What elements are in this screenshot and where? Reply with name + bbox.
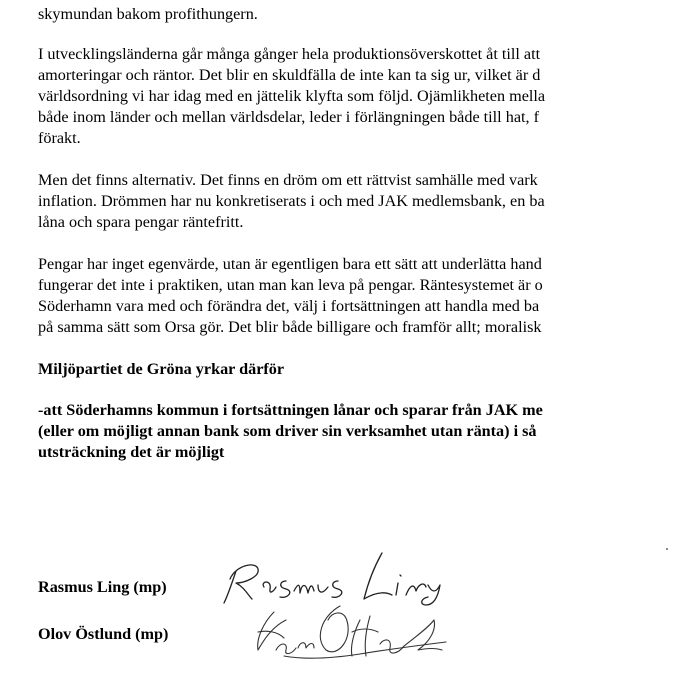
motion-line: (eller om möjligt annan bank som driver sin verksamhet utan ränta) i så xyxy=(38,422,537,440)
text-line: låna och spara pengar räntefritt. xyxy=(38,213,244,231)
text-line: Men det finns alternativ. Det finns en dröm om ett rättvist samhälle med vark xyxy=(38,171,538,189)
text-line: fungerar det inte i praktiken, utan man kan leva på pengar. Räntesystemet är o xyxy=(38,276,543,294)
text-line: amorteringar och räntor. Det blir en skuldfälla de inte kan ta sig ur, vilket är d xyxy=(38,66,541,84)
text-line: världsordning vi har idag med en jättelik klyfta som följd. Ojämlikheten mella xyxy=(38,87,546,105)
text-line: I utvecklingsländerna går många gånger hela produktionsöverskottet åt till att xyxy=(38,45,541,63)
motion-line: utsträckning det är möjligt xyxy=(38,443,225,461)
text-line: på samma sätt som Orsa gör. Det blir både billigare och framför allt; moralisk xyxy=(38,318,542,336)
signature-rasmus-ling xyxy=(214,543,454,605)
text-line: skymundan bakom profithungern. xyxy=(38,5,258,23)
text-line: Pengar har inget egenvärde, utan är egentligen bara ett sätt att underlätta hand xyxy=(38,255,542,273)
signatory-name: Olov Östlund (mp) xyxy=(38,625,169,643)
scan-speck xyxy=(666,548,668,550)
motion-document xyxy=(38,0,680,695)
text-line: inflation. Drömmen har nu konkretiserats i och med JAK medlemsbank, en ba xyxy=(38,192,545,210)
text-line: Söderhamn vara med och förändra det, välj i fortsättningen att handla med ba xyxy=(38,297,540,315)
signatory-name: Rasmus Ling (mp) xyxy=(38,578,167,596)
section-heading: Miljöpartiet de Gröna yrkar därför xyxy=(38,360,285,378)
signature-olov-ostlund xyxy=(214,598,454,670)
text-line: både inom länder och mellan världsdelar, leder i förlängningen både till hat, f xyxy=(38,108,539,126)
text-line: förakt. xyxy=(38,129,81,147)
motion-line: -att Söderhamns kommun i fortsättningen lånar och sparar från JAK me xyxy=(38,401,543,419)
